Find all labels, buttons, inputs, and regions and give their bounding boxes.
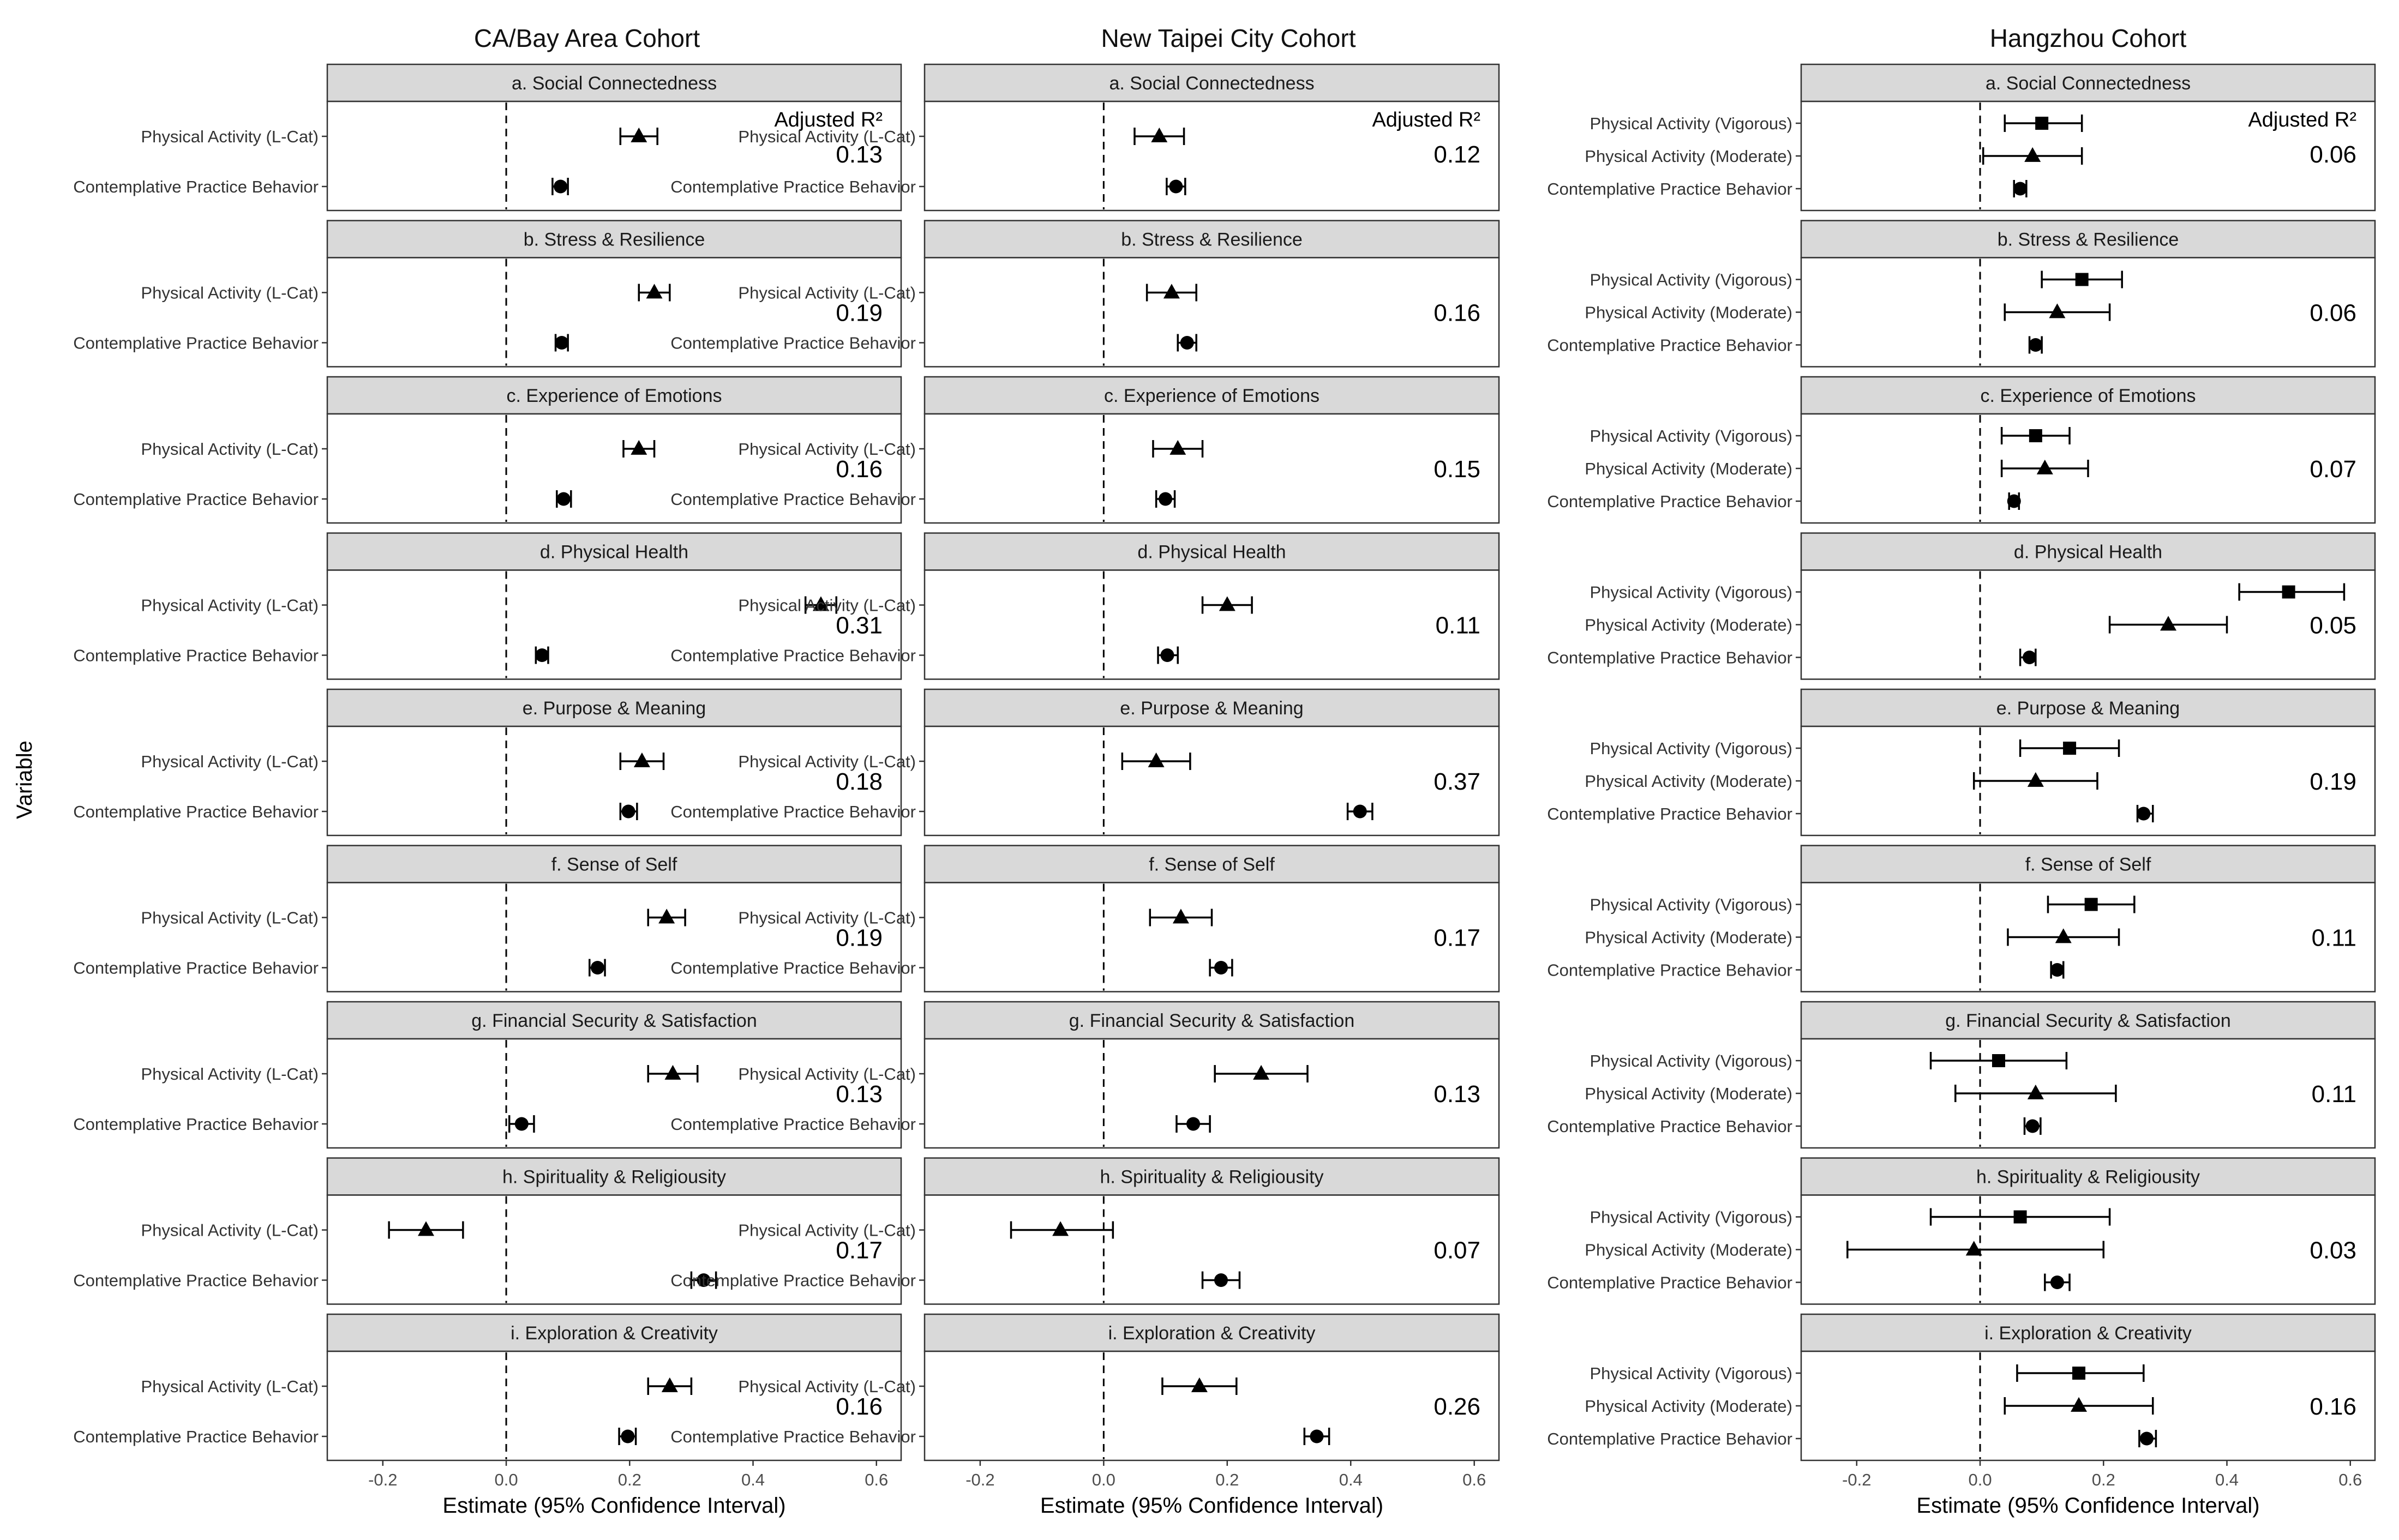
r2-heading: Adjusted R² — [1372, 109, 1480, 131]
variable-label: Physical Activity (L-Cat) — [738, 595, 916, 615]
facet-label: b. Stress & Resilience — [523, 229, 705, 250]
variable-label: Physical Activity (Vigorous) — [1590, 1364, 1792, 1383]
facet-label: d. Physical Health — [539, 542, 689, 563]
x-tick-label: -0.2 — [1842, 1470, 1872, 1489]
variable-label: Contemplative Practice Behavior — [73, 1427, 319, 1446]
facet-label: i. Exploration & Creativity — [1984, 1323, 2192, 1344]
cohort-title: Hangzhou Cohort — [1989, 24, 2187, 52]
variable-label: Physical Activity (L-Cat) — [141, 283, 319, 303]
variable-label: Physical Activity (Moderate) — [1585, 772, 1792, 791]
y-axis-title: Variable — [13, 741, 37, 819]
facet-label: i. Exploration & Creativity — [1108, 1323, 1316, 1344]
x-axis-title: Estimate (95% Confidence Interval) — [442, 1494, 786, 1518]
variable-label: Contemplative Practice Behavior — [670, 646, 916, 665]
variable-label: Contemplative Practice Behavior — [73, 646, 319, 665]
r2-value: 0.16 — [2310, 1393, 2356, 1420]
variable-label: Contemplative Practice Behavior — [1547, 648, 1792, 667]
estimate-circle-marker — [1160, 648, 1174, 662]
estimate-circle-marker — [1169, 180, 1183, 194]
facet-label: g. Financial Security & Satisfaction — [471, 1010, 757, 1031]
variable-label: Physical Activity (Vigorous) — [1590, 1207, 1792, 1227]
estimate-circle-marker — [2023, 651, 2036, 664]
x-tick-label: 0.0 — [494, 1470, 518, 1489]
estimate-circle-marker — [622, 805, 635, 819]
panel-box — [925, 726, 1499, 835]
estimate-circle-marker — [2007, 495, 2021, 508]
variable-label: Contemplative Practice Behavior — [1547, 1429, 1792, 1448]
facet-label: e. Purpose & Meaning — [1996, 698, 2180, 719]
panel-box — [925, 1195, 1499, 1304]
x-tick-label: -0.2 — [965, 1470, 995, 1489]
x-tick-label: 0.0 — [1968, 1470, 1992, 1489]
estimate-circle-marker — [515, 1117, 529, 1131]
cohort-title: CA/Bay Area Cohort — [473, 24, 700, 52]
cohort-title: New Taipei City Cohort — [1101, 24, 1356, 52]
x-tick-label: 0.6 — [2338, 1470, 2362, 1489]
variable-label: Physical Activity (Moderate) — [1585, 147, 1792, 166]
estimate-circle-marker — [2013, 182, 2027, 196]
estimate-square-marker — [2063, 742, 2076, 755]
variable-label: Physical Activity (L-Cat) — [141, 127, 319, 146]
variable-label: Physical Activity (Moderate) — [1585, 459, 1792, 478]
estimate-circle-marker — [621, 1430, 634, 1443]
r2-value: 0.12 — [1434, 141, 1480, 168]
panel-box — [925, 258, 1499, 367]
x-tick-label: 0.6 — [1462, 1470, 1486, 1489]
r2-value: 0.11 — [2311, 1081, 2356, 1108]
estimate-square-marker — [2072, 1367, 2085, 1380]
facet-label: g. Financial Security & Satisfaction — [1945, 1010, 2231, 1031]
x-tick-label: 0.0 — [1091, 1470, 1115, 1489]
facet-label: f. Sense of Self — [1149, 854, 1275, 875]
variable-label: Contemplative Practice Behavior — [670, 177, 916, 196]
r2-value: 0.18 — [836, 768, 883, 795]
facet-label: a. Social Connectedness — [1985, 73, 2191, 94]
panel-box — [925, 570, 1499, 679]
facet-label: e. Purpose & Meaning — [1120, 698, 1304, 719]
variable-label: Physical Activity (L-Cat) — [738, 283, 916, 303]
variable-label: Contemplative Practice Behavior — [670, 958, 916, 978]
x-tick-label: 0.4 — [2215, 1470, 2239, 1489]
r2-value: 0.19 — [836, 299, 883, 327]
r2-value: 0.13 — [836, 141, 883, 168]
variable-label: Contemplative Practice Behavior — [670, 1115, 916, 1134]
r2-value: 0.16 — [1434, 299, 1480, 327]
variable-label: Physical Activity (L-Cat) — [738, 127, 916, 146]
variable-label: Physical Activity (Vigorous) — [1590, 582, 1792, 602]
facet-label: h. Spirituality & Religiousity — [1976, 1166, 2200, 1188]
x-tick-label: -0.2 — [368, 1470, 398, 1489]
r2-value: 0.37 — [1434, 768, 1480, 795]
estimate-circle-marker — [1214, 1273, 1228, 1287]
variable-label: Physical Activity (Moderate) — [1585, 1397, 1792, 1416]
variable-label: Contemplative Practice Behavior — [1547, 804, 1792, 823]
variable-label: Physical Activity (Vigorous) — [1590, 270, 1792, 290]
estimate-square-marker — [2085, 898, 2098, 911]
r2-value: 0.13 — [836, 1081, 883, 1108]
variable-label: Contemplative Practice Behavior — [670, 802, 916, 821]
facet-label: a. Social Connectedness — [1109, 73, 1315, 94]
variable-label: Contemplative Practice Behavior — [73, 958, 319, 978]
r2-value: 0.17 — [836, 1237, 883, 1264]
r2-value: 0.06 — [2310, 141, 2356, 168]
estimate-circle-marker — [1214, 961, 1228, 974]
panel-box — [925, 883, 1499, 992]
variable-label: Physical Activity (L-Cat) — [141, 1220, 319, 1240]
variable-label: Physical Activity (Vigorous) — [1590, 1051, 1792, 1070]
variable-label: Contemplative Practice Behavior — [73, 802, 319, 821]
x-tick-label: 0.2 — [617, 1470, 641, 1489]
estimate-circle-marker — [2050, 1276, 2064, 1289]
variable-label: Contemplative Practice Behavior — [1547, 1117, 1792, 1136]
facet-label: e. Purpose & Meaning — [522, 698, 706, 719]
facet-label: f. Sense of Self — [2025, 854, 2151, 875]
estimate-circle-marker — [2029, 338, 2042, 352]
facet-label: d. Physical Health — [2013, 542, 2163, 563]
variable-label: Contemplative Practice Behavior — [670, 333, 916, 353]
estimate-circle-marker — [2050, 963, 2064, 977]
facet-label: b. Stress & Resilience — [1997, 229, 2179, 250]
variable-label: Contemplative Practice Behavior — [670, 1271, 916, 1290]
estimate-circle-marker — [2137, 807, 2150, 821]
variable-label: Contemplative Practice Behavior — [73, 177, 319, 196]
estimate-circle-marker — [535, 648, 549, 662]
variable-label: Physical Activity (Vigorous) — [1590, 895, 1792, 915]
estimate-square-marker — [1992, 1054, 2005, 1067]
variable-label: Contemplative Practice Behavior — [73, 490, 319, 509]
facet-label: h. Spirituality & Religiousity — [1100, 1166, 1324, 1188]
variable-label: Contemplative Practice Behavior — [670, 1427, 916, 1446]
variable-label: Physical Activity (Moderate) — [1585, 1084, 1792, 1103]
variable-label: Physical Activity (Vigorous) — [1590, 114, 1792, 133]
r2-value: 0.17 — [1434, 924, 1480, 952]
variable-label: Physical Activity (Moderate) — [1585, 303, 1792, 322]
variable-label: Physical Activity (L-Cat) — [738, 440, 916, 459]
r2-value: 0.16 — [836, 1393, 883, 1420]
variable-label: Physical Activity (L-Cat) — [738, 1220, 916, 1240]
variable-label: Contemplative Practice Behavior — [73, 333, 319, 353]
variable-label: Physical Activity (Vigorous) — [1590, 739, 1792, 758]
plot-root — [73, 24, 2375, 1518]
variable-label: Physical Activity (Vigorous) — [1590, 426, 1792, 446]
x-axis-title: Estimate (95% Confidence Interval) — [1916, 1494, 2260, 1518]
facet-label: c. Experience of Emotions — [506, 386, 722, 406]
r2-value: 0.07 — [1434, 1237, 1480, 1264]
variable-label: Physical Activity (L-Cat) — [141, 908, 319, 928]
r2-value: 0.16 — [836, 456, 883, 483]
estimate-circle-marker — [1186, 1117, 1200, 1131]
estimate-circle-marker — [1310, 1430, 1323, 1443]
r2-value: 0.19 — [2310, 768, 2356, 795]
r2-value: 0.19 — [836, 924, 883, 952]
variable-label: Contemplative Practice Behavior — [1547, 179, 1792, 198]
x-tick-label: 0.2 — [2091, 1470, 2115, 1489]
estimate-circle-marker — [1159, 492, 1172, 506]
x-tick-label: 0.4 — [1339, 1470, 1363, 1489]
r2-value: 0.13 — [1434, 1081, 1480, 1108]
variable-label: Physical Activity (L-Cat) — [141, 752, 319, 771]
estimate-circle-marker — [555, 336, 568, 350]
estimate-circle-marker — [2140, 1432, 2154, 1446]
variable-label: Physical Activity (L-Cat) — [141, 595, 319, 615]
r2-value: 0.11 — [1435, 612, 1480, 639]
variable-label: Physical Activity (L-Cat) — [141, 1377, 319, 1396]
x-axis-title: Estimate (95% Confidence Interval) — [1040, 1494, 1384, 1518]
x-tick-label: 0.4 — [741, 1470, 765, 1489]
r2-value: 0.31 — [836, 612, 883, 639]
variable-label: Contemplative Practice Behavior — [1547, 335, 1792, 355]
variable-label: Physical Activity (L-Cat) — [738, 1377, 916, 1396]
panel-box — [925, 1039, 1499, 1148]
facet-label: i. Exploration & Creativity — [511, 1323, 718, 1344]
r2-value: 0.06 — [2310, 299, 2356, 327]
estimate-circle-marker — [554, 180, 567, 194]
variable-label: Contemplative Practice Behavior — [73, 1115, 319, 1134]
variable-label: Contemplative Practice Behavior — [670, 490, 916, 509]
r2-value: 0.03 — [2310, 1237, 2356, 1264]
estimate-circle-marker — [2026, 1120, 2040, 1133]
variable-label: Contemplative Practice Behavior — [1547, 492, 1792, 511]
variable-label: Physical Activity (L-Cat) — [738, 1064, 916, 1084]
facet-label: f. Sense of Self — [551, 854, 677, 875]
estimate-circle-marker — [1180, 336, 1194, 350]
estimate-square-marker — [2035, 117, 2048, 130]
variable-label: Physical Activity (L-Cat) — [738, 752, 916, 771]
r2-heading: Adjusted R² — [2248, 109, 2356, 131]
facet-label: c. Experience of Emotions — [1104, 386, 1320, 406]
estimate-square-marker — [2029, 429, 2042, 442]
facet-label: c. Experience of Emotions — [1980, 386, 2196, 406]
variable-label: Contemplative Practice Behavior — [73, 1271, 319, 1290]
variable-label: Physical Activity (Moderate) — [1585, 615, 1792, 635]
estimate-circle-marker — [591, 961, 604, 974]
facet-label: g. Financial Security & Satisfaction — [1069, 1010, 1355, 1031]
facet-label: d. Physical Health — [1137, 542, 1286, 563]
estimate-square-marker — [2282, 586, 2295, 599]
variable-label: Physical Activity (Moderate) — [1585, 1240, 1792, 1260]
estimate-square-marker — [2076, 273, 2089, 286]
panel-box — [925, 414, 1499, 523]
x-tick-label: 0.6 — [865, 1470, 889, 1489]
variable-label: Physical Activity (Moderate) — [1585, 928, 1792, 947]
panel-box — [925, 1351, 1499, 1460]
estimate-square-marker — [2014, 1211, 2027, 1224]
r2-value: 0.11 — [2311, 924, 2356, 952]
x-tick-label: 0.2 — [1215, 1470, 1239, 1489]
variable-label: Physical Activity (L-Cat) — [738, 908, 916, 928]
variable-label: Physical Activity (L-Cat) — [141, 1064, 319, 1084]
r2-value: 0.26 — [1434, 1393, 1480, 1420]
facet-label: h. Spirituality & Religiousity — [502, 1166, 727, 1188]
facet-label: a. Social Connectedness — [511, 73, 717, 94]
estimate-circle-marker — [557, 492, 571, 506]
variable-label: Contemplative Practice Behavior — [1547, 960, 1792, 980]
r2-heading: Adjusted R² — [774, 109, 883, 131]
r2-value: 0.15 — [1434, 456, 1480, 483]
estimate-circle-marker — [1353, 805, 1367, 819]
facet-label: b. Stress & Resilience — [1121, 229, 1303, 250]
variable-label: Contemplative Practice Behavior — [1547, 1273, 1792, 1292]
r2-value: 0.05 — [2310, 612, 2356, 639]
r2-value: 0.07 — [2310, 456, 2356, 483]
variable-label: Physical Activity (L-Cat) — [141, 440, 319, 459]
